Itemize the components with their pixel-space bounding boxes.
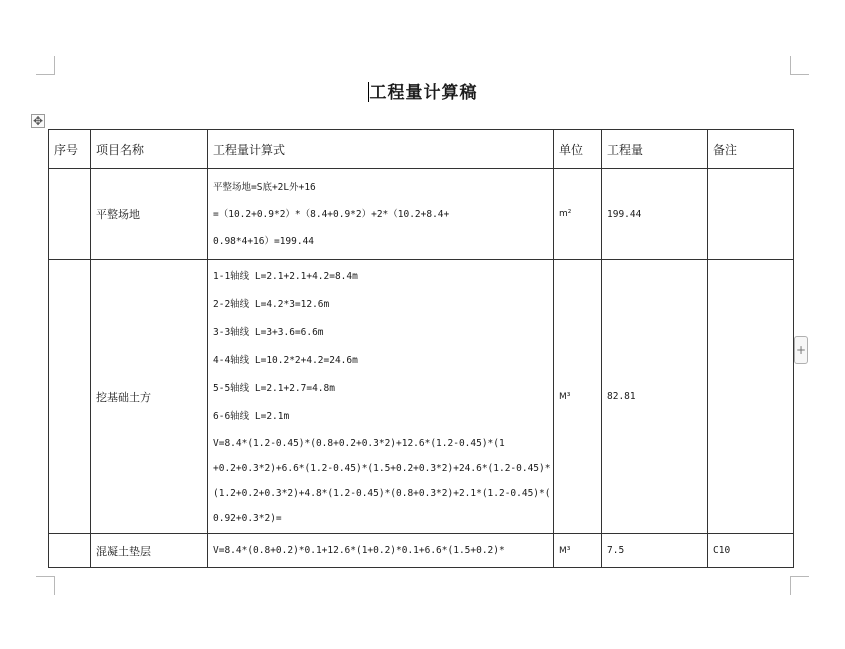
cell-index[interactable] — [49, 260, 91, 534]
formula-line: =（10.2+0.9*2）*（8.4+0.9*2）+2*（10.2+8.4+ — [213, 208, 450, 220]
cell-formula[interactable] — [208, 534, 554, 568]
cell-note[interactable]: C10 — [708, 534, 794, 568]
cell-formula[interactable] — [208, 260, 554, 534]
formula-line: V=8.4*(0.8+0.2)*0.1+12.6*(1+0.2)*0.1+6.6*(1.5+0.2)* — [213, 545, 505, 556]
table-row — [49, 169, 794, 260]
formula-line: 3-3轴线 L=3+3.6=6.6m — [213, 326, 324, 338]
cell-index[interactable] — [49, 169, 91, 260]
header-quantity[interactable]: 工程量 — [602, 130, 708, 169]
formula-line: 0.92+0.3*2)= — [213, 512, 282, 524]
header-item-name[interactable]: 项目名称 — [91, 130, 208, 169]
cell-item-name[interactable]: 平整场地 — [91, 169, 208, 260]
cell-unit[interactable]: M³ — [554, 534, 602, 568]
quantity-table — [48, 129, 794, 568]
cell-quantity[interactable]: 7.5 — [602, 534, 708, 568]
cell-note[interactable] — [708, 260, 794, 534]
page-corner-top-right — [790, 56, 809, 75]
formula-line: 2-2轴线 L=4.2*3=12.6m — [213, 298, 330, 310]
table-row — [49, 534, 794, 568]
cell-quantity[interactable]: 199.44 — [602, 169, 708, 260]
text-caret — [368, 82, 369, 102]
page-corner-bottom-right — [790, 576, 809, 595]
cell-unit[interactable]: M³ — [554, 260, 602, 534]
formula-line: (1.2+0.2+0.3*2)+4.8*(1.2-0.45)*(0.8+0.3*2)+2.1*(1.2-0.45)*( — [213, 487, 551, 499]
cell-index[interactable] — [49, 534, 91, 568]
formula-line: 4-4轴线 L=10.2*2+4.2=24.6m — [213, 354, 358, 366]
title-block — [0, 78, 845, 103]
header-unit[interactable]: 单位 — [554, 130, 602, 169]
cell-item-name[interactable]: 挖基础土方 — [91, 260, 208, 534]
header-index[interactable]: 序号 — [49, 130, 91, 169]
document-title[interactable]: 工程量计算稿 — [369, 83, 478, 103]
cell-item-name[interactable]: 混凝土垫层 — [91, 534, 208, 568]
formula-line: 1-1轴线 L=2.1+2.1+4.2=8.4m — [213, 270, 358, 282]
formula-line: V=8.4*(1.2-0.45)*(0.8+0.2+0.3*2)+12.6*(1.2-0.45)*(1 — [213, 437, 505, 449]
cell-formula[interactable] — [208, 169, 554, 260]
add-column-button[interactable] — [794, 336, 808, 364]
cell-unit[interactable]: m² — [554, 169, 602, 260]
table-row — [49, 260, 794, 534]
cell-note[interactable] — [708, 169, 794, 260]
page-corner-top-left — [36, 56, 55, 75]
move-icon: ✥ — [32, 114, 44, 128]
plus-icon: + — [795, 343, 807, 357]
header-note[interactable]: 备注 — [708, 130, 794, 169]
header-formula[interactable]: 工程量计算式 — [208, 130, 554, 169]
table-move-handle[interactable] — [31, 114, 45, 128]
formula-line: +0.2+0.3*2)+6.6*(1.2-0.45)*(1.5+0.2+0.3*2)+24.6*(1.2-0.45)* — [213, 462, 551, 474]
formula-line: 0.98*4+16）=199.44 — [213, 235, 315, 247]
cell-quantity[interactable]: 82.81 — [602, 260, 708, 534]
formula-line: 平整场地=S底+2L外+16 — [213, 181, 316, 193]
table-header-row — [49, 130, 794, 169]
formula-line: 5-5轴线 L=2.1+2.7=4.8m — [213, 382, 335, 394]
page-corner-bottom-left — [36, 576, 55, 595]
formula-line: 6-6轴线 L=2.1m — [213, 410, 290, 422]
